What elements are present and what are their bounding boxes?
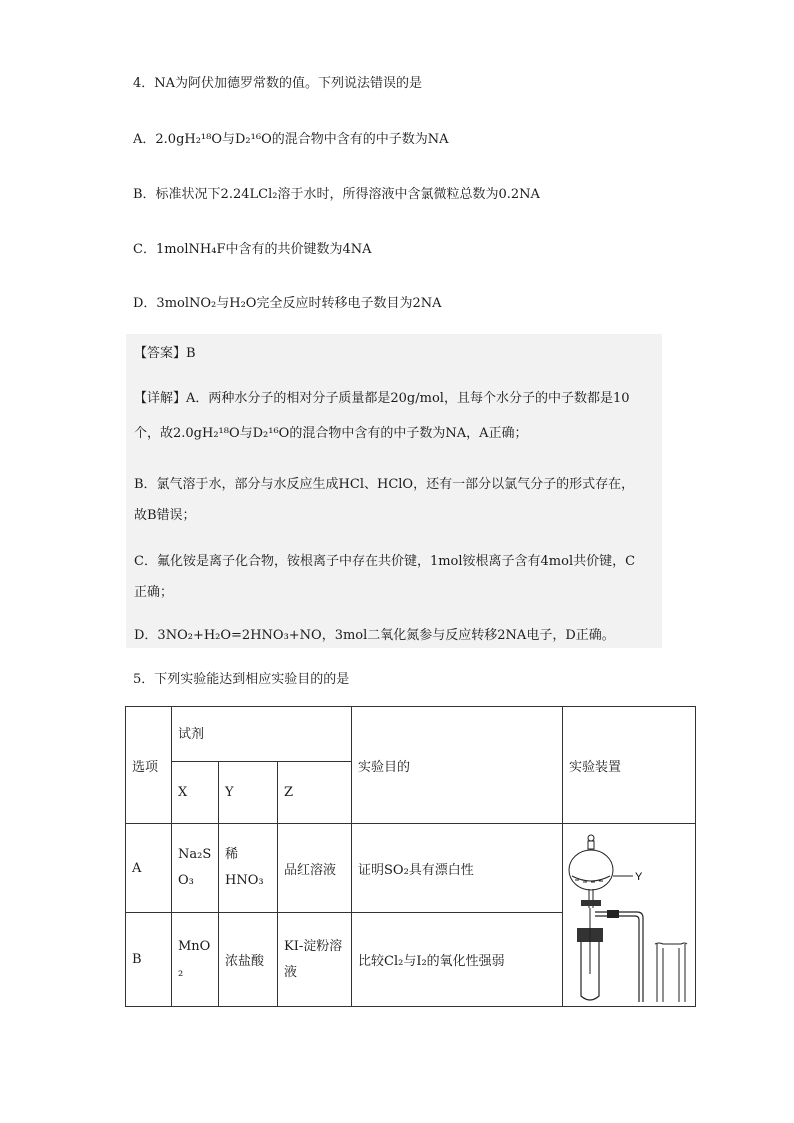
apparatus-y-label: Y	[635, 871, 643, 883]
question-4-stem: 4．NA为阿伏加德罗常数的值。下列说法错误的是	[133, 76, 423, 91]
row-b-y: 浓盐酸	[219, 913, 278, 1007]
header-option: 选项	[126, 707, 172, 824]
explanation-line: C．氟化铵是离子化合物，铵根离子中存在共价键，1mol铵根离子含有4mol共价键，C	[134, 554, 636, 569]
header-x: X	[172, 762, 219, 824]
row-a-x: Na₂SO₃	[172, 824, 219, 913]
explanation-line: 故B错误；	[134, 508, 196, 523]
row-b-purpose: 比较Cl₂与I₂的氧化性强弱	[352, 913, 563, 1007]
header-apparatus: 实验装置	[563, 707, 696, 824]
answer-label: 【答案】B	[134, 346, 196, 361]
q4-option-a: A．2.0gH₂¹⁸O与D₂¹⁶O的混合物中含有的中子数为NA	[133, 132, 449, 147]
q4-option-d: D．3molNO₂与H₂O完全反应时转移电子数目为2NA	[133, 296, 442, 311]
apparatus-cell	[563, 824, 696, 1007]
row-b-option: B	[126, 913, 172, 1007]
row-b-x: MnO₂	[172, 913, 219, 1007]
row-a-y: 稀HNO₃	[219, 824, 278, 913]
explanation-line: D．3NO₂+H₂O=2HNO₃+NO，3mol二氧化氮参与反应转移2NA电子，D正确。	[134, 628, 615, 643]
row-a-option: A	[126, 824, 172, 913]
row-a-purpose: 证明SO₂具有漂白性	[352, 824, 563, 913]
q4-option-b: B．标准状况下2.24LCl₂溶于水时，所得溶液中含氯微粒总数为0.2NA	[133, 187, 540, 202]
header-purpose: 实验目的	[352, 707, 563, 824]
header-reagent: 试剂	[172, 707, 352, 762]
apparatus-diagram-icon	[563, 824, 695, 1002]
answer-explanation-box	[126, 334, 662, 648]
question-5-stem: 5．下列实验能达到相应实验目的的是	[133, 672, 350, 687]
header-z: Z	[278, 762, 352, 824]
explanation-line: 【详解】A．两种水分子的相对分子质量都是20g/mol，且每个水分子的中子数都是10	[134, 391, 630, 406]
explanation-line: 个，故2.0gH₂¹⁸O与D₂¹⁶O的混合物中含有的中子数为NA，A正确；	[134, 426, 528, 441]
row-b-z: KI-淀粉溶液	[278, 913, 352, 1007]
header-y: Y	[219, 762, 278, 824]
explanation-line: B．氯气溶于水，部分与水反应生成HCl、HClO，还有一部分以氯气分子的形式存在，	[134, 477, 635, 492]
experiment-table	[125, 706, 696, 1007]
row-a-z: 品红溶液	[278, 824, 352, 913]
explanation-line: 正确；	[134, 585, 174, 600]
q4-option-c: C．1molNH₄F中含有的共价键数为4NA	[133, 242, 372, 257]
